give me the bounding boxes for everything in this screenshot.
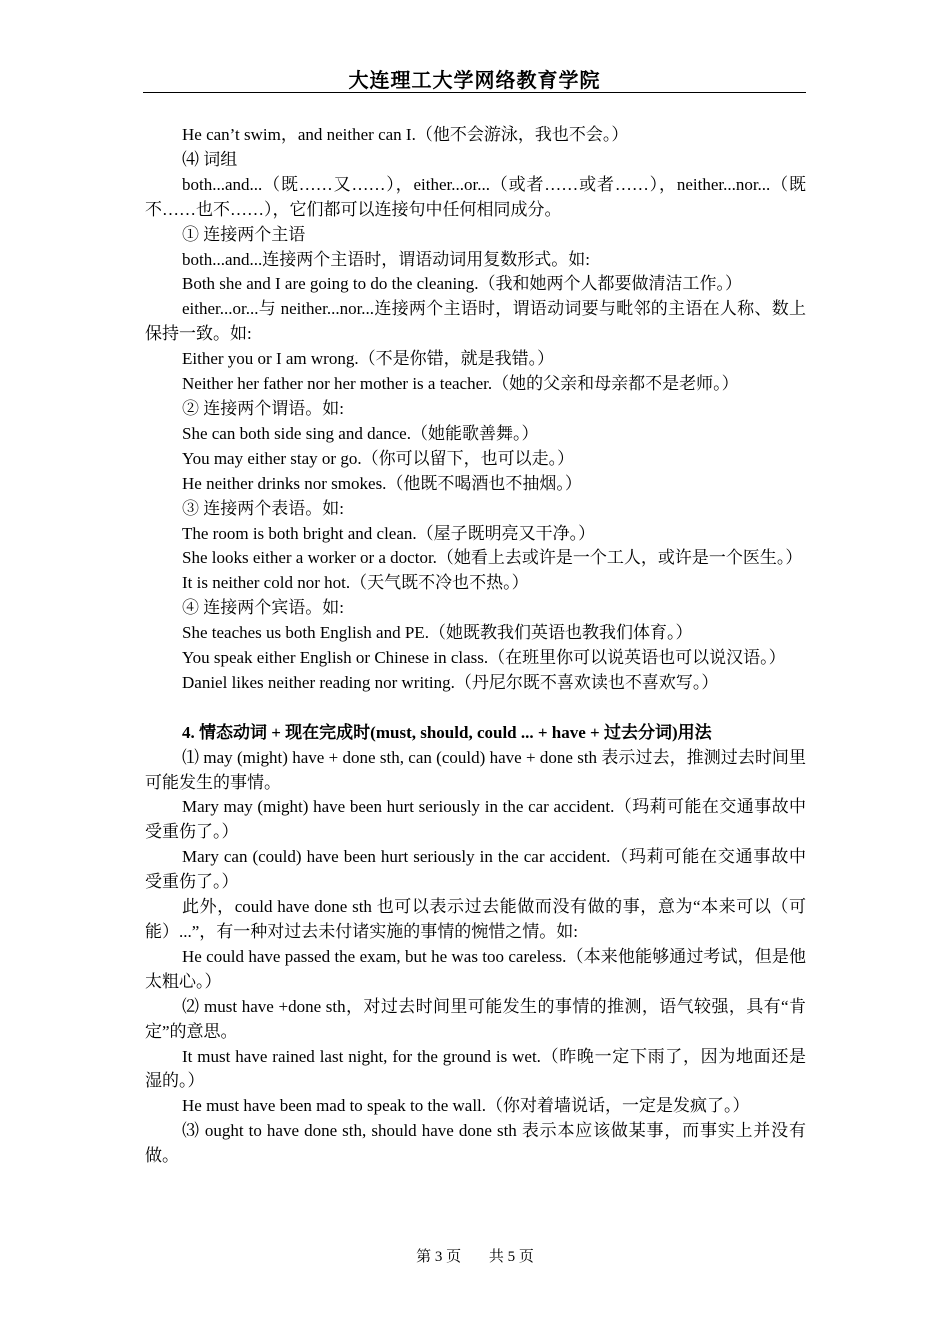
paragraph: ⑴ may (might) have + done sth, can (could) have + done sth 表示过去，推测过去时间里可能发生的事情。 xyxy=(145,747,806,792)
paragraph: He could have passed the exam, but he was too careless.（本来他能够通过考试，但是他太粗心。） xyxy=(145,946,806,991)
paragraph: 此外，could have done sth 也可以表示过去能做而没有做的事，意为“本来可以（可能）...”，有一种对过去未付诸实施的事情的惋惜之情。如: xyxy=(145,897,806,941)
paragraph: ③ 连接两个表语。如: xyxy=(182,498,344,518)
paragraph: Either you or I am wrong.（不是你错，就是我错。） xyxy=(182,349,555,369)
section-heading: 4. 情态动词 + 现在完成时(must, should, could ... + have + 过去分词)用法 xyxy=(182,722,712,742)
paragraph: ⑷ 词组 xyxy=(182,149,238,169)
page-total: 共 5 页 xyxy=(488,1249,534,1265)
paragraph: You speak either English or Chinese in class.（在班里你可以说英语也可以说汉语。） xyxy=(182,648,786,668)
paragraph: either...or...与 neither...nor...连接两个主语时，谓语动词要与毗邻的主语在人称、数上保持一致。如: xyxy=(145,299,806,344)
paragraph: You may either stay or go.（你可以留下，也可以走。） xyxy=(182,448,575,468)
paragraph: He neither drinks nor smokes.（他既不喝酒也不抽烟。） xyxy=(182,473,582,493)
paragraph: ④ 连接两个宾语。如: xyxy=(182,598,344,618)
paragraph: She looks either a worker or a doctor.（她看上去或许是一个工人，或许是一个医生。） xyxy=(182,548,803,568)
paragraph: both...and...（既……又……），either...or...（或者……或者……），neither...nor...（既不……也不……），它们都可以连接句中任何相同成分。 xyxy=(145,174,806,219)
paragraph: Mary can (could) have been hurt seriously in the car accident.（玛莉可能在交通事故中受重伤了。） xyxy=(145,847,806,892)
paragraph: He must have been mad to speak to the wall.（你对着墙说话，一定是发疯了。） xyxy=(182,1096,750,1116)
header-divider xyxy=(143,92,806,93)
paragraph: Both she and I are going to do the cleaning.（我和她两个人都要做清洁工作。） xyxy=(182,274,742,294)
paragraph: It is neither cold nor hot.（天气既不冷也不热。） xyxy=(182,573,529,593)
page-header-title: 大连理工大学网络教育学院 xyxy=(348,68,601,92)
paragraph: She can both side sing and dance.（她能歌善舞。） xyxy=(182,423,539,443)
paragraph: Daniel likes neither reading nor writing.（丹尼尔既不喜欢读也不喜欢写。） xyxy=(182,672,719,692)
paragraph: ① 连接两个主语 xyxy=(182,224,306,244)
paragraph: It must have rained last night, for the ground is wet.（昨晚一定下雨了，因为地面还是湿的。） xyxy=(145,1046,806,1091)
paragraph: Mary may (might) have been hurt seriously in the car accident.（玛莉可能在交通事故中受重伤了。） xyxy=(145,797,806,842)
page-number: 第 3 页 xyxy=(416,1249,462,1265)
paragraph: ② 连接两个谓语。如: xyxy=(182,398,344,418)
paragraph: Neither her father nor her mother is a teacher.（她的父亲和母亲都不是老师。） xyxy=(182,374,739,394)
paragraph: He can’t swim，and neither can I.（他不会游泳，我也不会。） xyxy=(182,125,629,144)
page-footer xyxy=(0,1245,950,1266)
paragraph: both...and...连接两个主语时，谓语动词用复数形式。如: xyxy=(182,249,590,269)
paragraph: The room is both bright and clean.（屋子既明亮又干净。） xyxy=(182,523,596,543)
paragraph: She teaches us both English and PE.（她既教我们英语也教我们体育。） xyxy=(182,623,693,643)
paragraph: ⑵ must have +done sth，对过去时间里可能发生的事情的推测，语气较强，具有“肯定”的意思。 xyxy=(145,996,806,1041)
document-body xyxy=(145,123,806,1169)
paragraph: ⑶ ought to have done sth, should have done sth 表示本应该做某事，而事实上并没有做。 xyxy=(145,1121,806,1166)
